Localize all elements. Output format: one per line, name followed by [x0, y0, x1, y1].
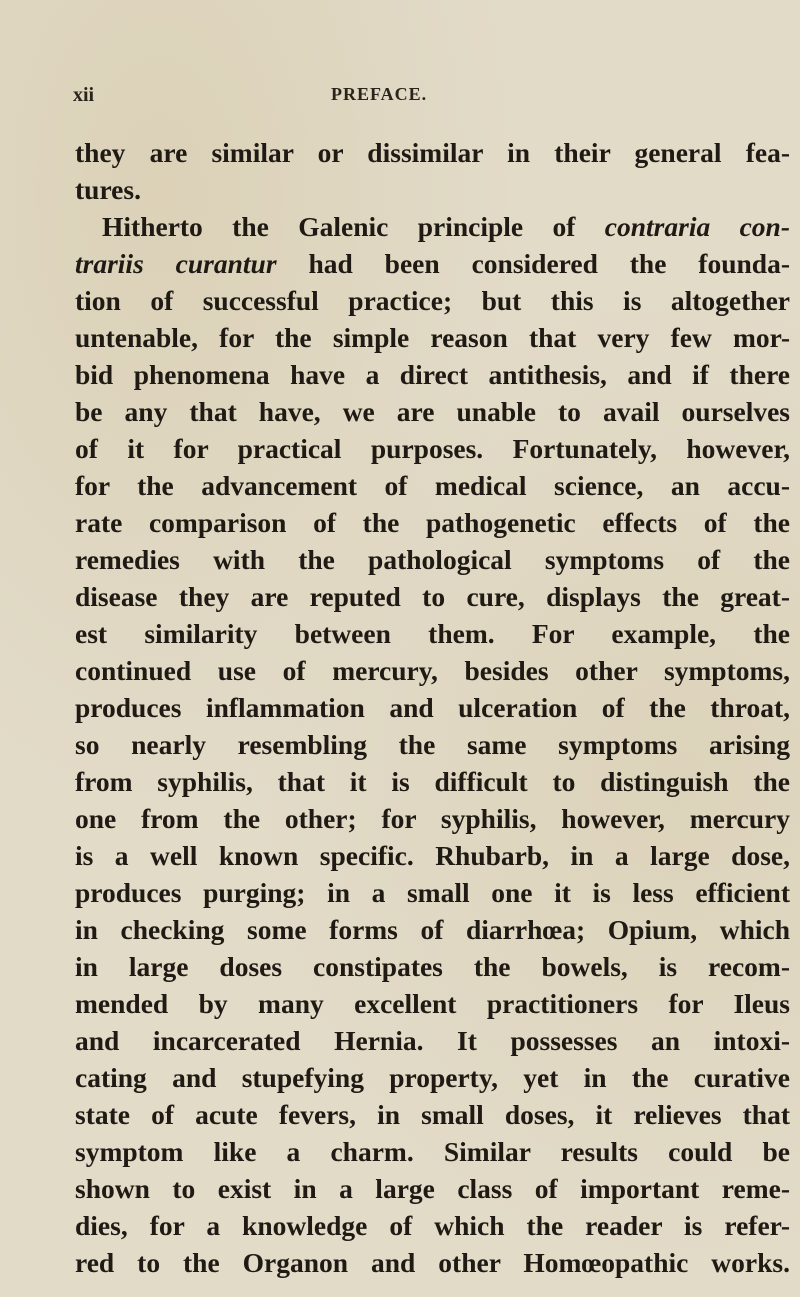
line-text: symptom like a charm. Similar results could be — [75, 1136, 790, 1167]
line-text: be any that have, we are unable to avail ourselves — [75, 396, 790, 427]
line-text: they are similar or dissimilar in their general fea- — [75, 137, 790, 168]
line-text: continued use of mercury, besides other symptoms, — [75, 655, 790, 686]
line-text: produces inflammation and ulceration of the throat, — [75, 692, 790, 723]
line-text: red to the Organon and other Homœopathic works. — [75, 1247, 790, 1278]
text-line — [75, 911, 790, 948]
text-line — [75, 1133, 790, 1170]
text-line — [75, 356, 790, 393]
line-text: produces purging; in a small one it is less efficient — [75, 877, 790, 908]
line-text: tion of successful practice; but this is altogether — [75, 285, 790, 316]
line-text: so nearly resembling the same symptoms arising — [75, 729, 790, 760]
text-line — [75, 319, 790, 356]
text-line — [75, 1059, 790, 1096]
text-line — [75, 1244, 790, 1281]
text-line — [75, 837, 790, 874]
text-line — [75, 1096, 790, 1133]
text-line — [75, 948, 790, 985]
line-text: tures. — [75, 174, 141, 205]
text-line — [75, 800, 790, 837]
text-line — [75, 504, 790, 541]
text-line — [75, 393, 790, 430]
line-text: Hitherto the Galenic principle of — [102, 211, 605, 242]
text-line — [75, 134, 790, 171]
page-number: xii — [73, 84, 95, 106]
text-line — [75, 578, 790, 615]
text-line — [75, 245, 790, 282]
page-header — [73, 84, 753, 114]
text-line — [75, 282, 790, 319]
italic-phrase: trariis curantur — [75, 248, 277, 279]
line-text: untenable, for the simple reason that very few mor- — [75, 322, 790, 353]
text-line — [75, 1170, 790, 1207]
italic-phrase: contraria con- — [604, 211, 790, 242]
line-text: from syphilis, that it is difficult to distinguish the — [75, 766, 790, 797]
line-text: bid phenomena have a direct antithesis, and if there — [75, 359, 790, 390]
text-line — [75, 615, 790, 652]
line-text: is a well known specific. Rhubarb, in a large dose, — [75, 840, 790, 871]
line-text: shown to exist in a large class of important reme- — [75, 1173, 790, 1204]
line-text: and incarcerated Hernia. It possesses an intoxi- — [75, 1025, 790, 1056]
text-line — [75, 874, 790, 911]
line-text: rate comparison of the pathogenetic effects of the — [75, 507, 790, 538]
line-text: in checking some forms of diarrhœa; Opium, which — [75, 914, 790, 945]
line-text: had been considered the founda- — [276, 248, 790, 279]
line-text: dies, for a knowledge of which the reader is refer- — [75, 1210, 790, 1241]
line-text: mended by many excellent practitioners for Ileus — [75, 988, 790, 1019]
body-text — [75, 134, 790, 1281]
line-text: one from the other; for syphilis, however, mercury — [75, 803, 790, 834]
line-text: remedies with the pathological symptoms of the — [75, 544, 790, 575]
text-line — [75, 541, 790, 578]
text-line — [75, 652, 790, 689]
line-text: for the advancement of medical science, an accu- — [75, 470, 790, 501]
line-text: disease they are reputed to cure, displays the great- — [75, 581, 790, 612]
text-line — [75, 763, 790, 800]
text-line — [75, 171, 790, 208]
line-text: in large doses constipates the bowels, is recom- — [75, 951, 790, 982]
text-line — [75, 985, 790, 1022]
text-line — [75, 689, 790, 726]
text-line — [75, 1207, 790, 1244]
text-line — [75, 467, 790, 504]
line-text: of it for practical purposes. Fortunately, however, — [75, 433, 790, 464]
text-line — [75, 430, 790, 467]
line-text: state of acute fevers, in small doses, it relieves that — [75, 1099, 790, 1130]
line-text: est similarity between them. For example, the — [75, 618, 790, 649]
text-line — [75, 1022, 790, 1059]
text-line — [75, 726, 790, 763]
line-text: cating and stupefying property, yet in the curative — [75, 1062, 790, 1093]
text-line — [75, 208, 790, 245]
running-title: PREFACE. — [331, 84, 428, 104]
